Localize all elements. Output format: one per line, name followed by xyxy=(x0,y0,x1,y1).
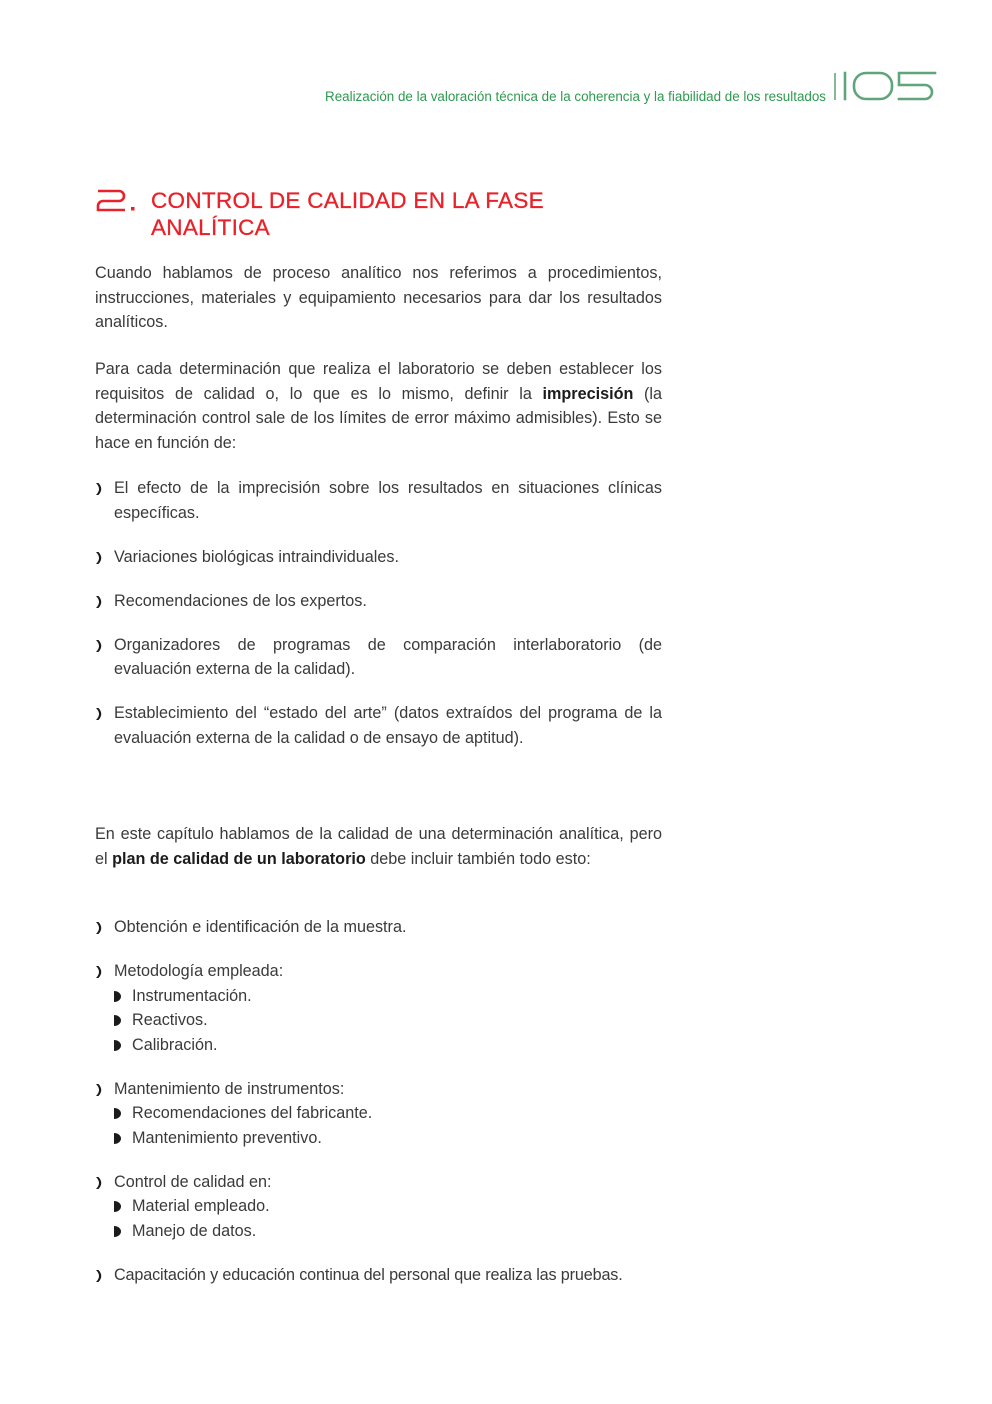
sublist-item xyxy=(114,1219,662,1244)
bullet-icon xyxy=(95,596,103,608)
list-item-text: Organizadores de programas de comparación interlaboratorio (de evaluación externa de la calidad). xyxy=(114,635,662,678)
half-circle-bullet-icon xyxy=(114,1108,121,1119)
bullet-icon xyxy=(95,1084,103,1096)
list-item-text: Obtención e identificación de la muestra. xyxy=(114,918,407,936)
sublist-item-text: Mantenimiento preventivo. xyxy=(132,1128,322,1147)
section-title xyxy=(151,187,671,241)
half-circle-bullet-icon xyxy=(114,991,121,1002)
list-item xyxy=(95,1170,662,1244)
sublist-item xyxy=(114,1008,662,1033)
sublist-item-text: Reactivos. xyxy=(132,1011,208,1029)
half-circle-bullet-icon xyxy=(114,1133,121,1144)
bullet-icon xyxy=(95,1270,103,1282)
list-item xyxy=(95,701,662,750)
intro-paragraph-2-text: Para cada determinación que realiza el laboratorio se deben establecer los requisitos de calidad o, lo que es lo mismo, definir la xyxy=(95,360,662,403)
running-header: Realización de la valoración técnica de la coherencia y la fiabilidad de los resultados xyxy=(325,89,826,104)
section-title-line2: ANALÍTICA xyxy=(151,215,270,240)
list-item xyxy=(95,545,662,570)
criteria-list xyxy=(95,476,662,750)
list-item xyxy=(95,915,662,940)
sublist-item-text: Calibración. xyxy=(132,1035,218,1054)
sublist xyxy=(114,1194,662,1243)
list-item-text: Capacitación y educación continua del personal que realiza las pruebas. xyxy=(114,1265,623,1284)
half-circle-bullet-icon xyxy=(114,1226,121,1237)
page-number xyxy=(842,71,942,103)
sublist xyxy=(114,1101,662,1150)
sublist-item-text: Instrumentación. xyxy=(132,986,252,1005)
sublist-item-text: Recomendaciones del fabricante. xyxy=(132,1104,373,1122)
intro-paragraph-2 xyxy=(95,357,662,455)
list-item-text: El efecto de la imprecisión sobre los resultados en situaciones clínicas específicas. xyxy=(114,479,662,522)
sublist-item xyxy=(114,1033,662,1058)
sublist-item xyxy=(114,984,662,1009)
section-title-line1: CONTROL DE CALIDAD EN LA FASE xyxy=(151,188,544,213)
intro-paragraph-2-text-end: (la determinación control sale de los límites de error máximo admisibles). Esto se hace en función de: xyxy=(95,384,662,452)
sublist-item-text: Material empleado. xyxy=(132,1197,270,1215)
list-item-text: Recomendaciones de los expertos. xyxy=(114,591,367,610)
bullet-icon xyxy=(95,922,103,934)
sublist-item-text: Manejo de datos. xyxy=(132,1221,257,1240)
half-circle-bullet-icon xyxy=(114,1015,121,1026)
bullet-icon xyxy=(95,552,103,564)
imprecision-term: imprecisión xyxy=(542,384,634,403)
list-item-text: Establecimiento del “estado del arte” (datos extraídos del programa de la evaluación externa de la calidad o de ensayo de aptitud). xyxy=(114,704,662,747)
bullet-icon xyxy=(95,708,103,720)
list-item xyxy=(95,1077,662,1151)
bullet-icon xyxy=(95,966,103,978)
header-separator xyxy=(834,73,836,100)
sublist xyxy=(114,984,662,1058)
plan-paragraph-text: En este capítulo hablamos de la calidad de una determinación analítica, pero el xyxy=(95,825,662,868)
bullet-icon xyxy=(95,1177,103,1189)
sublist-item xyxy=(114,1194,662,1219)
intro-paragraph-1: Cuando hablamos de proceso analítico nos referimos a procedimientos, instrucciones, materiales y equipamiento necesarios para dar los resultados analíticos. xyxy=(95,264,662,331)
section-number xyxy=(95,186,137,214)
list-item-text: Control de calidad en: xyxy=(114,1172,272,1191)
bullet-icon xyxy=(95,640,103,652)
list-item xyxy=(95,633,662,682)
plan-paragraph xyxy=(95,822,662,871)
plan-paragraph-text-end: debe incluir también todo esto: xyxy=(365,849,591,868)
list-item-text: Metodología empleada: xyxy=(114,962,284,980)
half-circle-bullet-icon xyxy=(114,1201,121,1212)
list-item xyxy=(95,589,662,614)
list-item-text: Variaciones biológicas intraindividuales. xyxy=(114,547,399,566)
list-item-text: Mantenimiento de instrumentos: xyxy=(114,1079,345,1098)
plan-term: plan de calidad de un laboratorio xyxy=(112,849,366,868)
list-item xyxy=(95,1263,662,1288)
sublist-item xyxy=(114,1101,662,1126)
half-circle-bullet-icon xyxy=(114,1040,121,1051)
plan-list xyxy=(95,915,662,1287)
sublist-item xyxy=(114,1126,662,1151)
bullet-icon xyxy=(95,483,103,495)
list-item xyxy=(95,959,662,1057)
list-item xyxy=(95,476,662,525)
